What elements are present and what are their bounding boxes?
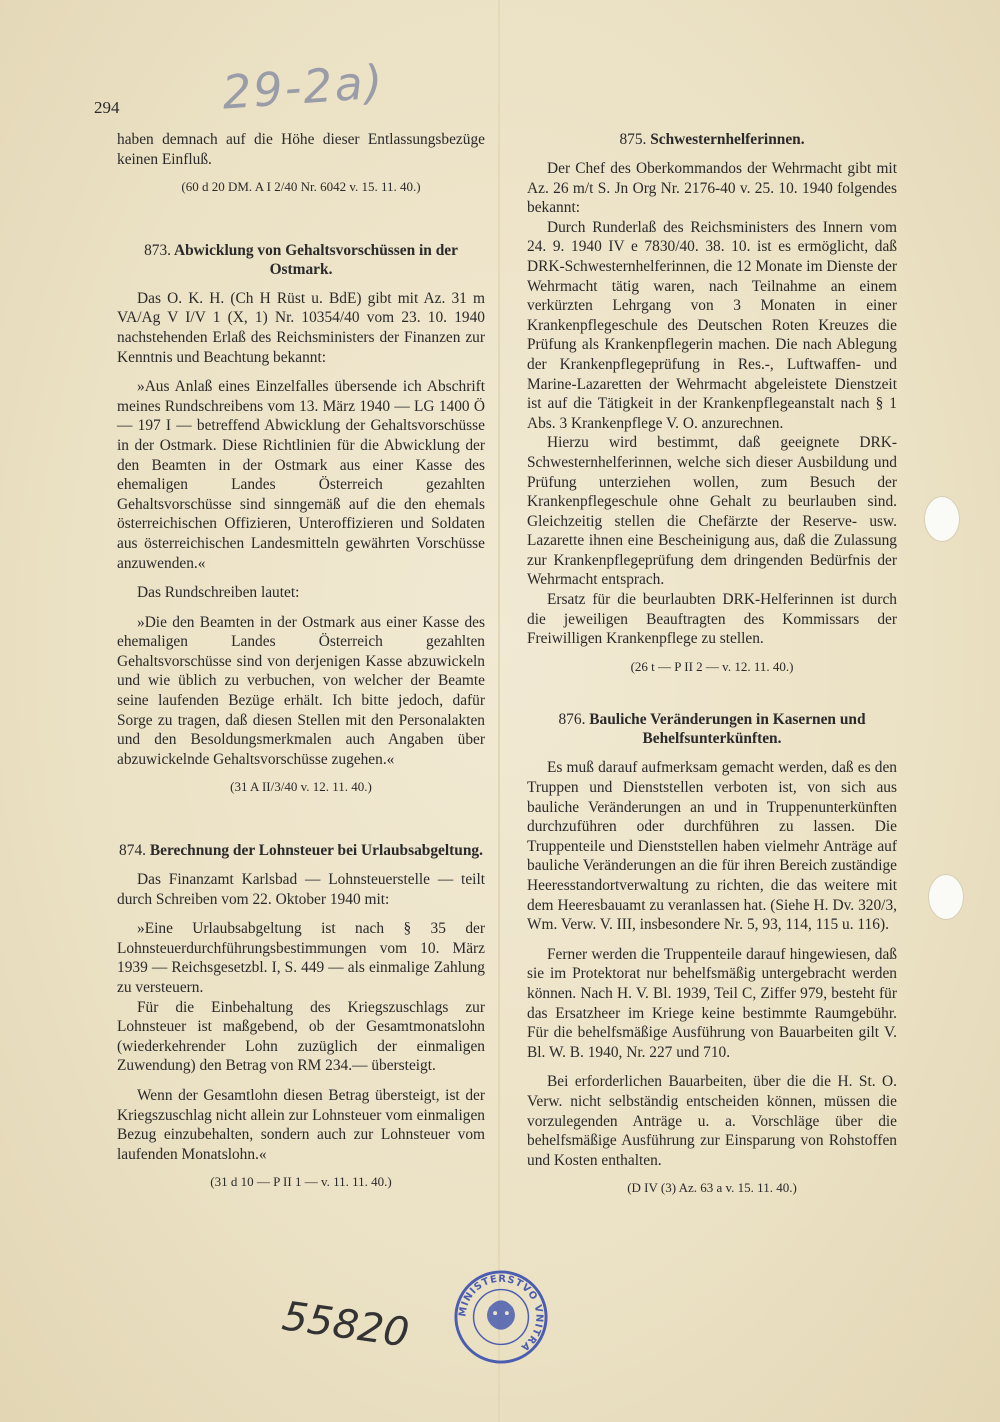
section-876-paragraph: Ferner werden die Truppenteile darauf hingewiesen, daß sie im Protektorat nur behelfsmäßig untergebracht werden können. Nach H. V. Bl. 1939, Teil C, Ziffer 979, besteht für das Ersatzheer im Kriege keine bestimmte Raumgebühr. Für die behelfsmäßige Ausführung von Bauarbeiten gilt V. Bl. W. B. 1940, Nr. 227 und 710. xyxy=(527,945,897,1061)
section-876-number: 876. xyxy=(558,711,586,729)
section-875-paragraph: Hierzu wird bestimmt, daß geeignete DRK-Schwesternhelferinnen, welche sich dieser Ausbildung und Prüfung unterziehen wollen, zum Besuch der Krankenpflegeschule ohne Gehalt zu beurlauben sind. Gleichzeitig stellen die Chefärzte der Reserve- usw. Lazarette ihnen eine Bescheinigung aus, daß die Zulassung zur Krankenpflegeprüfung dem dringenden Bedürfnis der Wehrmacht entsprach. xyxy=(527,434,897,589)
section-873-paragraph: »Die den Beamten in der Ostmark aus einer Kasse des ehemaligen Landes Österreich gezahlten Gehaltsvorschüsse sind von derjenigen Kasse abzuwickeln und wie üblich zu verbuchen, von welcher der Beamte seine laufenden Bezüge erhält. Ich bitte jedoch, dafür Sorge zu tragen, daß diesen Stellen mit den Personalakten und den Besoldungsmerkmalen auch Angaben über abzuwickelnde Gehaltsvorschüsse zugehen.« xyxy=(117,613,485,768)
archive-number: 55820 xyxy=(279,1293,412,1357)
ministry-stamp-icon xyxy=(452,1268,550,1366)
right-column xyxy=(527,130,897,1198)
section-873-paragraph: Das Rundschreiben lautet: xyxy=(137,584,300,602)
section-875-paragraph: Ersatz für die beurlaubten DRK-Helferinnen ist durch die jeweiligen Beauftragten des Kommissars der Freiwilligen Krankenpflege zu stellen. xyxy=(527,591,897,648)
section-875-reference: (26 t — P II 2 — v. 12. 11. 40.) xyxy=(630,658,794,674)
section-874-paragraph: Das Finanzamt Karlsbad — Lohnsteuerstelle — teilt durch Schreiben vom 22. Oktober 1940 mit: xyxy=(117,871,485,908)
section-876-paragraph: Es muß darauf aufmerksam gemacht werden, daß es den Truppen und Dienststellen verboten ist, von sich aus bauliche Veränderungen an und in Truppenunterkünften durchzuführen oder durchführen zu lassen. Die Truppenteile und Dienststellen haben vielmehr Anträge auf bauliche Veränderungen an die für ihren Bereich zuständige Heeresstandortverwaltung zu richten, die das weitere mit dem Heeresbauamt zu veranlassen hat. (Siehe H. Dv. 320/3, Wm. Verw. V. III, insbesondere Nr. 5, 93, 114, 115 u. 116). xyxy=(527,759,897,934)
section-873-title: Abwicklung von Gehaltsvorschüssen in der Ostmark. xyxy=(174,241,458,278)
handwritten-note: 29-2a) xyxy=(220,54,387,120)
section-876-title: Bauliche Veränderungen in Kasernen und Behelfsunterkünften. xyxy=(589,711,866,748)
section-874-title: Berechnung der Lohnsteuer bei Urlaubsabgeltung. xyxy=(149,842,483,860)
section-873-reference: (31 A II/3/40 v. 12. 11. 40.) xyxy=(230,779,372,795)
section-876-heading xyxy=(527,710,897,748)
section-874-paragraph: Wenn der Gesamtlohn diesen Betrag übersteigt, ist der Kriegszuschlag nicht allein zur Lohnsteuer vom einmaligen Bezug einzubehalten, sondern auch zur Lohnsteuer vom laufenden Monatslohn.« xyxy=(117,1086,485,1163)
intro-reference: (60 d 20 DM. A I 2/40 Nr. 6042 v. 15. 11. 40.) xyxy=(181,179,421,195)
section-875-title: Schwesternhelferinnen. xyxy=(650,131,805,148)
section-874-reference: (31 d 10 — P II 1 — v. 11. 11. 40.) xyxy=(210,1174,392,1190)
section-875-paragraph: Der Chef des Oberkommandos der Wehrmacht gibt mit Az. 26 m/t S. Jn Org Nr. 2176-40 v. 25. 10. 1940 folgendes bekannt: xyxy=(527,160,897,217)
section-874-heading xyxy=(117,841,485,860)
intro-paragraph: haben demnach auf die Höhe dieser Entlassungsbezüge keinen Einfluß. xyxy=(117,131,485,168)
section-874-paragraph: »Eine Urlaubsabgeltung ist nach § 35 der Lohnsteuerdurchführungsbestimmungen vom 10. März 1939 — Reichsgesetzbl. I, S. 449 — als einmalige Zahlung zu versteuern. xyxy=(117,920,485,996)
punch-hole xyxy=(924,496,960,542)
punch-hole xyxy=(928,874,964,920)
section-875-paragraph: Durch Runderlaß des Reichsministers des Innern vom 24. 9. 1940 IV e 7830/40. 38. 10. ist es ermöglicht, daß DRK-Schwesternhelferinnen, die 12 Monate im Dienste der Wehrmacht tätig waren, nach Teilnahme an einem verkürzten Lehrgang von 3 Monaten in einer Krankenpflegeschule des Deutschen Roten Kreuzes die Prüfung als Krankenpflegerin machen. Die nach Ablegung der Krankenpflegeprüfung in Res.-, Luftwaffen- und Marine-Lazaretten der Wehrmacht abgeleistete Dienstzeit ist auf die Tätigkeit in der Krankenpflegeanstalt nach § 1 Abs. 3 Krankenpflege V. O. anzurechnen. xyxy=(527,218,897,432)
svg-text:MINISTERSTVO VNITRA: MINISTERSTVO VNITRA xyxy=(457,1273,545,1354)
section-876-reference: (D IV (3) Az. 63 a v. 15. 11. 40.) xyxy=(627,1180,797,1196)
section-874-number: 874. xyxy=(119,842,146,860)
section-873-paragraph: Das O. K. H. (Ch H Rüst u. BdE) gibt mit Az. 31 m VA/Ag V I/V 1 (X, 1) Nr. 10354/40 vom 23. 10. 1940 nachstehenden Erlaß des Reichsministers der Finanzen zur Kenntnis und Beachtung bekannt: xyxy=(117,289,485,366)
section-873-heading xyxy=(117,241,485,279)
section-876-paragraph: Bei erforderlichen Bauarbeiten, über die die H. St. O. Verw. nicht selbständig entscheiden können, müssen die vorzulegenden Anträge u. a. Vorschläge über die behelfsmäßige Ausführung zur Einsparung von Rohstoffen und Kosten enthalten. xyxy=(527,1073,897,1169)
section-875-number: 875. xyxy=(619,131,647,148)
section-874-paragraph: Für die Einbehaltung des Kriegszuschlags zur Lohnsteuer ist maßgebend, ob der Gesamtmonatslohn (wiederkehrender Lohn zuzüglich der einmaligen Zuwendung) den Betrag von RM 234.— übersteigt. xyxy=(117,998,485,1075)
section-873-paragraph: »Aus Anlaß eines Einzelfalles übersende ich Abschrift meines Rundschreibens vom 13. März 1940 — LG 1400 Ö — 197 I — betreffend Abwicklung der Gehaltsvorschüsse in der Ostmark. Diese Richtlinien für die Abwicklung der den Beamten in der Ostmark aus einer Kasse des ehemaligen Landes Österreich gezahlten Gehaltsvorschüsse sind sinngemäß auf die den ehemals österreichischen Offizieren, Unteroffizieren und Soldaten aus österreichischen Landesmitteln gewährten Vorschüsse anzuwenden.« xyxy=(117,378,485,572)
left-column xyxy=(117,130,485,1192)
section-875-heading xyxy=(527,130,897,149)
section-873-number: 873. xyxy=(144,241,171,259)
page-fold xyxy=(498,0,500,1422)
page-number: 294 xyxy=(94,98,120,117)
